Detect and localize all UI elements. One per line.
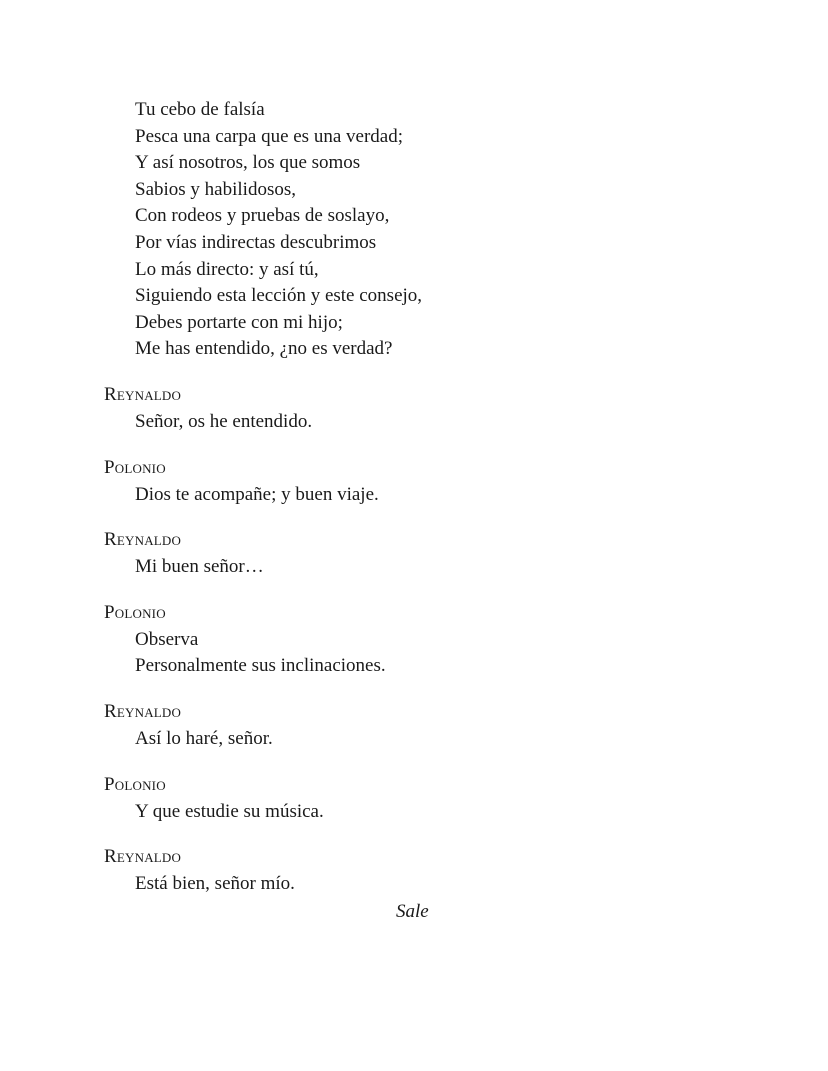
verse-line: Sabios y habilidosos, [135, 178, 296, 200]
speech-verse [104, 409, 724, 436]
speech-block [104, 772, 724, 826]
speech-block [104, 600, 724, 680]
verse-line: Está bien, señor mío. [135, 873, 295, 895]
speaker-name: Reynaldo [104, 700, 182, 722]
opening-verse [104, 97, 724, 363]
speech-verse [104, 482, 724, 509]
verse-line: Así lo haré, señor. [135, 727, 273, 749]
verse-line: Por vías indirectas descubrimos [135, 231, 377, 253]
speaker-name: Polonio [104, 456, 166, 478]
verse-line: Debes portarte con mi hijo; [135, 311, 343, 333]
verse-line: Pesca una carpa que es una verdad; [135, 125, 403, 147]
verse-line: Mi buen señor… [135, 556, 264, 578]
verse-line: Dios te acompañe; y buen viaje. [135, 483, 379, 505]
speech-verse [104, 554, 724, 581]
speaker-name: Polonio [104, 601, 166, 623]
speech-block [104, 699, 724, 753]
speech-block [104, 382, 724, 436]
speaker-name: Reynaldo [104, 383, 182, 405]
verse-line: Observa [135, 628, 199, 650]
play-text [104, 97, 724, 925]
speech-verse [104, 627, 724, 680]
verse-line: Me has entendido, ¿no es verdad? [135, 338, 393, 360]
verse-line: Señor, os he entendido. [135, 410, 313, 432]
verse-line: Personalmente sus inclinaciones. [135, 655, 386, 677]
verse-line: Con rodeos y pruebas de soslayo, [135, 205, 390, 227]
verse-line: Y que estudie su música. [135, 800, 324, 822]
speaker-name: Reynaldo [104, 846, 182, 868]
speech-block [104, 844, 724, 898]
verse-line: Y así nosotros, los que somos [135, 152, 361, 174]
verse-line: Lo más directo: y así tú, [135, 258, 319, 280]
verse-line: Tu cebo de falsía [135, 99, 265, 120]
verse-line: Siguiendo esta lección y este consejo, [135, 285, 423, 307]
stage-direction: Sale [396, 900, 429, 922]
speech-verse [104, 871, 724, 898]
speech-block [104, 455, 724, 509]
speaker-name: Reynaldo [104, 529, 182, 551]
speech-verse [104, 726, 724, 753]
speaker-name: Polonio [104, 773, 166, 795]
speech-verse [104, 799, 724, 826]
speech-block [104, 527, 724, 581]
